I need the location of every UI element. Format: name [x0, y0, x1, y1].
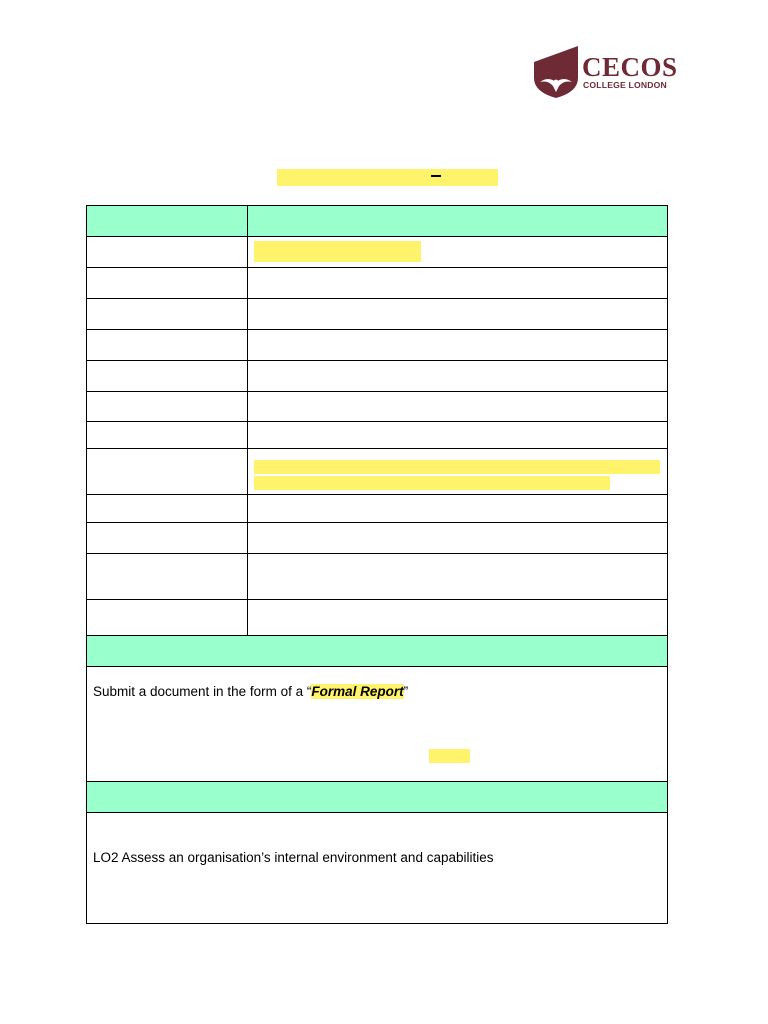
learning-outcomes-body-cell	[87, 813, 667, 923]
row-value-cell	[248, 422, 667, 448]
table-row	[87, 449, 667, 495]
table-row	[87, 237, 667, 268]
assignment-table	[86, 205, 668, 924]
row-value-cell	[248, 554, 667, 599]
learning-outcomes-header-cell	[87, 782, 667, 812]
row-label-cell	[87, 523, 248, 553]
highlighted-value-line-2	[254, 476, 610, 490]
row-label-cell	[87, 330, 248, 360]
highlighted-value	[254, 241, 421, 262]
task-emphasis: Formal Report	[311, 684, 404, 699]
table-row	[87, 330, 667, 361]
table-row	[87, 495, 667, 523]
task-header-row	[87, 636, 667, 667]
task-header-cell	[87, 636, 667, 666]
row-value-cell	[248, 361, 667, 391]
row-label-cell	[87, 361, 248, 391]
row-value-cell	[248, 330, 667, 360]
row-label-cell	[87, 600, 248, 635]
table-row	[87, 600, 667, 636]
table-row	[87, 554, 667, 600]
table-row	[87, 361, 667, 392]
row-value-cell	[248, 268, 667, 298]
task-instruction: Submit a document in the form of a “Formal Report”	[93, 684, 409, 699]
row-value-cell	[248, 237, 667, 267]
table-row	[87, 422, 667, 449]
logo-wordmark: CECOS	[582, 52, 678, 82]
row-value-cell	[248, 600, 667, 635]
header-cell-right	[248, 206, 667, 236]
row-value-cell	[248, 495, 667, 522]
highlighted-value-line-1	[254, 460, 660, 474]
table-row	[87, 523, 667, 554]
row-label-cell	[87, 422, 248, 448]
logo-subtitle: COLLEGE LONDON	[583, 80, 667, 90]
row-label-cell	[87, 554, 248, 599]
row-label-cell	[87, 237, 248, 267]
title-dash	[431, 175, 441, 177]
college-logo	[532, 42, 682, 100]
row-value-cell	[248, 392, 667, 421]
learning-outcomes-header-row	[87, 782, 667, 813]
row-label-cell	[87, 449, 248, 494]
learning-outcomes-body-row	[87, 813, 667, 923]
row-value-cell	[248, 523, 667, 553]
table-header-row	[87, 206, 667, 237]
highlighted-word	[429, 749, 470, 763]
task-body-row	[87, 667, 667, 782]
college-crest-icon	[532, 42, 580, 100]
row-label-cell	[87, 268, 248, 298]
header-cell-left	[87, 206, 248, 236]
document-title-highlight	[277, 169, 498, 186]
row-value-cell	[248, 299, 667, 329]
table-row	[87, 392, 667, 422]
row-label-cell	[87, 495, 248, 522]
table-row	[87, 268, 667, 299]
table-row	[87, 299, 667, 330]
row-label-cell	[87, 392, 248, 421]
row-value-cell	[248, 449, 667, 494]
task-body-cell	[87, 667, 667, 781]
learning-outcome-lo2: LO2 Assess an organisation’s internal environment and capabilities	[93, 850, 494, 865]
row-label-cell	[87, 299, 248, 329]
